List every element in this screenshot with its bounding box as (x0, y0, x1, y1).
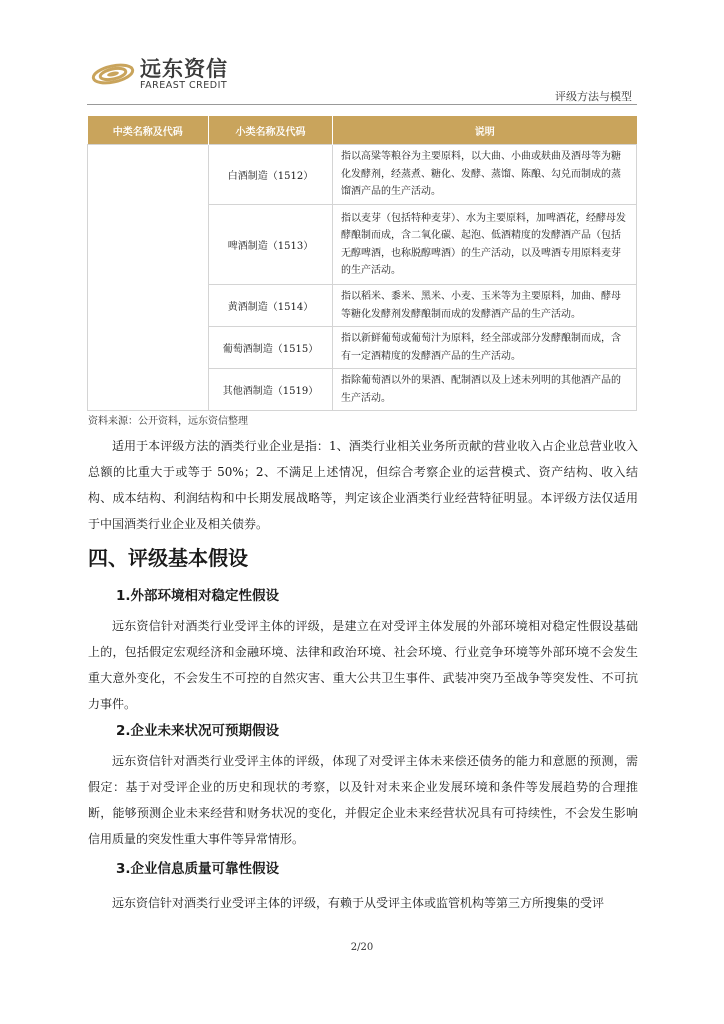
column-header: 说明 (333, 116, 637, 145)
section-heading: 四、评级基本假设 (88, 546, 248, 570)
subsection-heading: 3.企业信息质量可靠性假设 (116, 861, 280, 877)
table-header-row (88, 116, 637, 145)
industry-classification-table (87, 116, 637, 411)
scope-paragraph: 适用于本评级方法的酒类行业企业是指：1、酒类行业相关业务所贡献的营业收入占企业总营业收入总额的比重大于或等于 50%；2、不满足上述情况，但综合考察企业的运营模式、资产结构、收入结构、成本结构、利润结构和中长期发展战略等，判定该企业酒类行业经营特征明显。本评级方法仅适用于中国酒类行业企业及相关债券。 (88, 439, 638, 531)
description-cell: 指以高粱等粮谷为主要原料，以大曲、小曲或麸曲及酒母等为糖化发酵剂，经蒸煮、糖化、发酵、蒸馏、陈酿、勾兑而制成的蒸馏酒产品的生产活动。 (333, 145, 637, 205)
body-paragraph: 远东资信针对酒类行业受评主体的评级，体现了对受评主体未来偿还债务的能力和意愿的预测，需假定：基于对受评企业的历史和现状的考察，以及针对未来企业发展环境和条件等发展趋势的合理推断，能够预测企业未来经营和财务状况的变化，并假定企业未来经营状况具有可持续性，不会发生影响信用质量的突发性重大事件等异常情形。 (88, 754, 638, 846)
company-logo (90, 52, 250, 98)
subsection-heading: 1.外部环境相对稳定性假设 (116, 588, 280, 604)
subcategory-cell: 葡萄酒制造（1515） (209, 327, 333, 369)
subcategory-cell: 其他酒制造（1519） (209, 369, 333, 411)
brand-name-cn: 远东资信 (140, 57, 228, 81)
header-section-title: 评级方法与模型 (555, 90, 632, 103)
description-cell: 指以稻米、黍米、黑米、小麦、玉米等为主要原料，加曲、酵母等糖化发酵剂发酵酿制而成的发酵酒产品的生产活动。 (333, 285, 637, 327)
brand-name-en: FAREAST CREDIT (140, 80, 228, 91)
table-row (88, 145, 637, 205)
body-paragraph: 远东资信针对酒类行业受评主体的评级，是建立在对受评主体发展的外部环境相对稳定性假设基础上的，包括假定宏观经济和金融环境、法律和政治环境、社会环境、行业竞争环境等外部环境不会发生重大意外变化，不会发生不可控的自然灾害、重大公共卫生事件、武装冲突乃至战争等突发性、不可抗力事件。 (88, 619, 638, 711)
description-cell: 指以麦芽（包括特种麦芽）、水为主要原料，加啤酒花，经酵母发酵酿制而成，含二氧化碳、起泡、低酒精度的发酵酒产品（包括无醇啤酒，也称脱醇啤酒）的生产活动，以及啤酒专用原料麦芽的生产活动。 (333, 205, 637, 285)
body-paragraph: 远东资信针对酒类行业受评主体的评级，有赖于从受评主体或监管机构等第三方所搜集的受评 (112, 896, 605, 910)
fareast-logo-icon (90, 54, 136, 94)
subcategory-cell: 黄酒制造（1514） (209, 285, 333, 327)
table-source-note: 资料来源：公开资料，远东资信整理 (88, 416, 248, 427)
subsection-heading: 2.企业未来状况可预期假设 (116, 723, 280, 739)
page-number: 2/20 (350, 942, 374, 953)
subcategory-cell: 白酒制造（1512） (209, 145, 333, 205)
description-cell: 指以新鲜葡萄或葡萄汁为原料，经全部或部分发酵酿制而成，含有一定酒精度的发酵酒产品的生产活动。 (333, 327, 637, 369)
category-cell (88, 145, 209, 411)
description-cell: 指除葡萄酒以外的果酒、配制酒以及上述未列明的其他酒产品的生产活动。 (333, 369, 637, 411)
column-header: 小类名称及代码 (209, 116, 333, 145)
column-header: 中类名称及代码 (88, 116, 209, 145)
header-divider (87, 104, 637, 105)
subcategory-cell: 啤酒制造（1513） (209, 205, 333, 285)
